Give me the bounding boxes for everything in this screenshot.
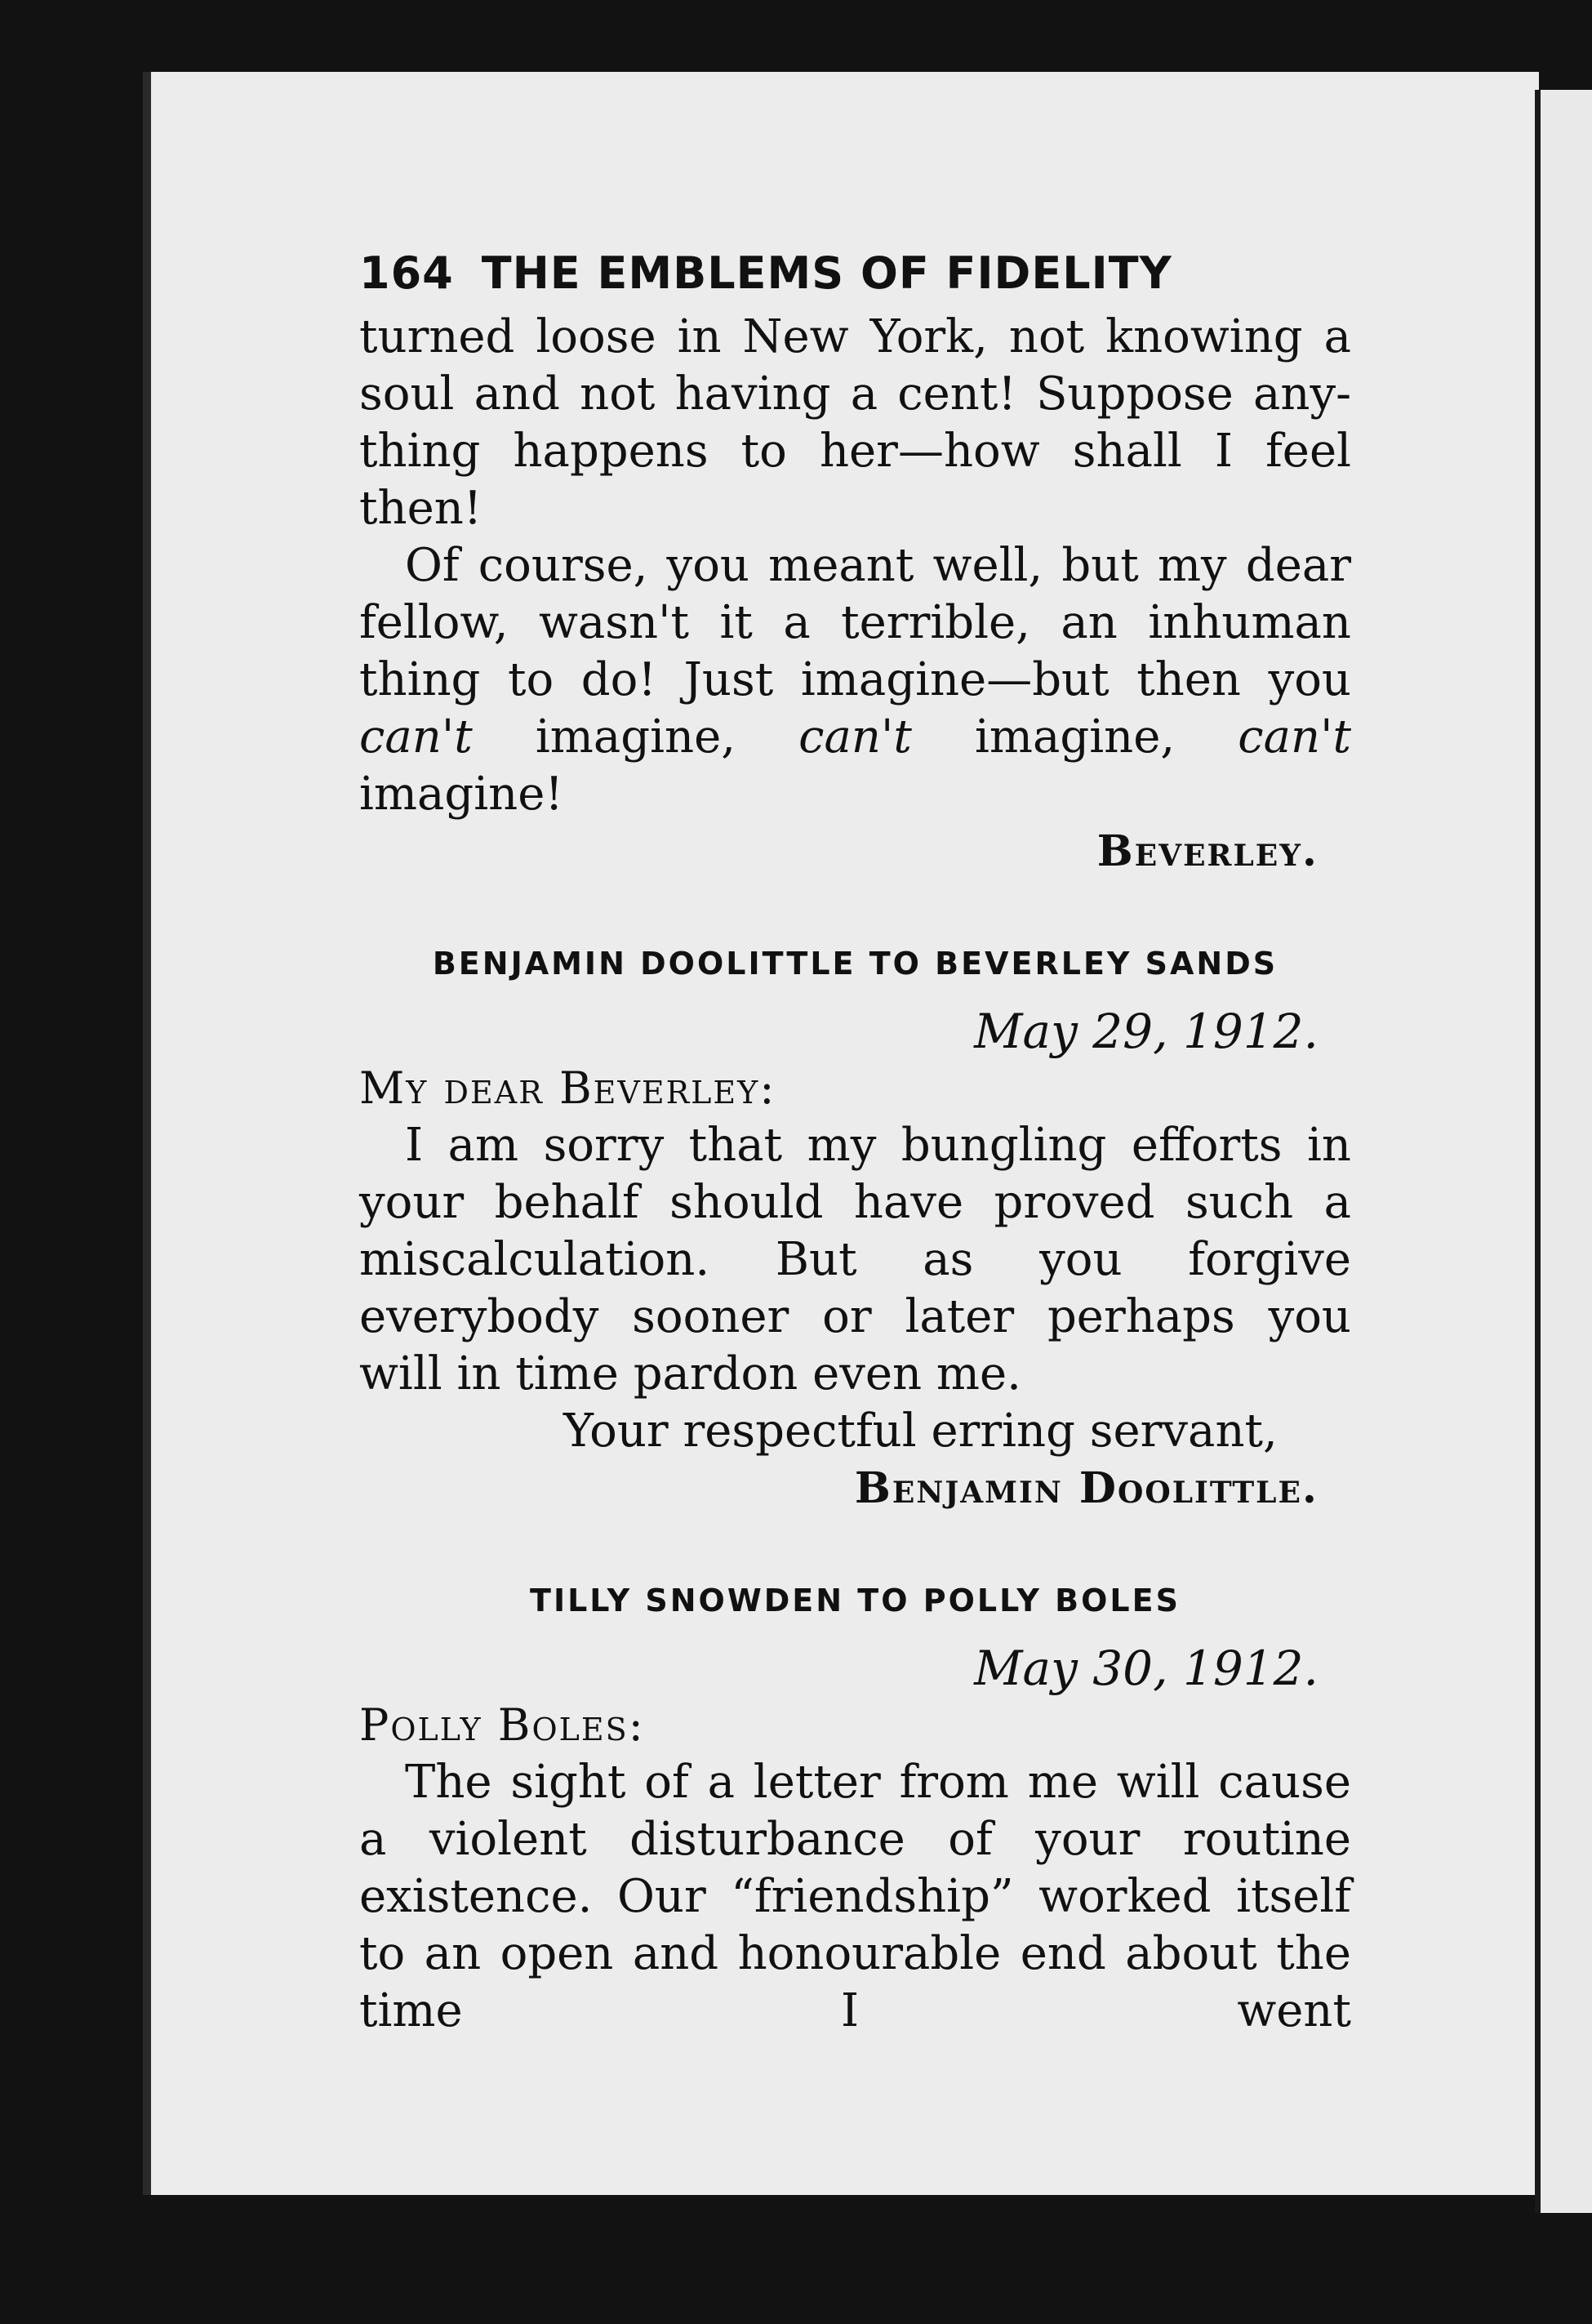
letter2-signature: Benjamin Doolittle. [854, 1463, 1319, 1513]
letter1-line-1: turned loose in New York, not knowing a [359, 310, 1351, 363]
letter1-line-3: thing happens to her—how shall I feel then! [359, 425, 1351, 535]
letter2-closing: Your respectful erring servant, [563, 1405, 1278, 1458]
letter3-date: May 30, 1912. [974, 1641, 1319, 1696]
emphasis: can't [798, 710, 912, 764]
letter1-signature: Beverley. [1096, 826, 1319, 876]
page-number: 164 [359, 247, 454, 299]
emphasis: can't [1238, 710, 1351, 764]
letter2-date: May 29, 1912. [974, 1004, 1319, 1059]
page-text [359, 245, 1351, 2040]
adjacent-page-edge [1535, 90, 1592, 2213]
letter3-salutation: Polly Boles: [359, 1699, 645, 1751]
letter1-paragraph-2 [359, 537, 1351, 823]
running-title: THE EMBLEMS OF FIDELITY [481, 247, 1172, 299]
running-header [359, 245, 1351, 302]
letter3-body: The sight of a letter from me will cause a violent disturbance of your routine existence. Our “friendship” worked itself to an open and honourable end about the time I went [359, 1756, 1351, 2037]
para-text: imagine! [359, 768, 563, 821]
letter2-salutation: My dear Beverley: [359, 1062, 776, 1114]
letter2-body: I am sorry that my bungling efforts in your behalf should have proved such a miscalculation. But as you forgive everybody sooner or later perhaps you will in time pardon even me. [359, 1119, 1351, 1400]
letter2-heading: BENJAMIN DOOLITTLE TO BEVERLEY SANDS [432, 946, 1278, 982]
para-text: Of course, you meant well, but my dear fellow, wasn't it a terrible, an inhuman thing to do! Just imagine—but then you [359, 539, 1351, 706]
para-text: imagine, [911, 710, 1238, 764]
letter3-heading: TILLY SNOWDEN TO POLLY BOLES [530, 1583, 1181, 1618]
para-text: imagine, [472, 710, 799, 764]
letter1-line-2: soul and not having a cent! Suppose any- [359, 367, 1351, 421]
emphasis: can't [359, 710, 473, 764]
